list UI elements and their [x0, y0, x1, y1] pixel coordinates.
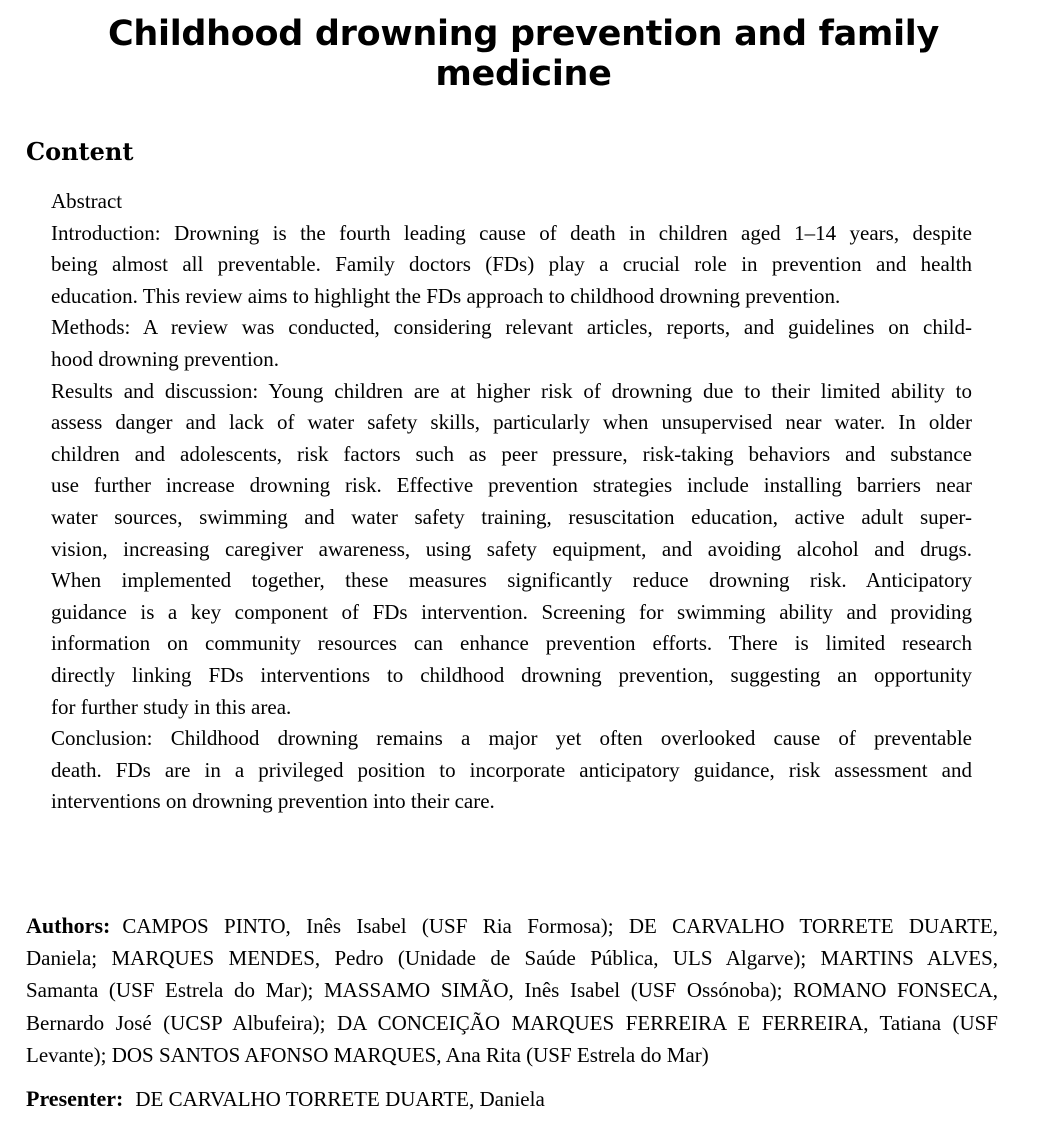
authors-label: Authors: [26, 913, 111, 938]
title-line-2: medicine [435, 54, 612, 94]
authors-line: Levante); DOS SANTOS AFONSO MARQUES, Ana Rita (USF Estrela do Mar) [26, 1042, 709, 1067]
abstract-heading: Abstract [51, 189, 123, 213]
authors-line-1 [26, 910, 998, 942]
presenter-line [26, 1083, 545, 1115]
presenter-name: DE CARVALHO TORRETE DUARTE, Daniela [135, 1087, 545, 1111]
abstract-line: for further study in this area. [51, 694, 292, 719]
abstract-line: death. FDs are in a privileged position to incorporate anticipatory guidance, risk assessment and [51, 757, 972, 782]
authors-text: CAMPOS PINTO, Inês Isabel (USF Ria Formosa); DE CARVALHO TORRETE DUARTE, [122, 914, 998, 938]
content-heading: Content [26, 137, 134, 166]
authors-line: Samanta (USF Estrela do Mar); MASSAMO SIMÃO, Inês Isabel (USF Ossónoba); ROMANO FONSECA, [26, 978, 998, 1003]
abstract-line: When implemented together, these measures significantly reduce drowning risk. Anticipatory [51, 568, 972, 593]
presenter-label: Presenter: [26, 1086, 124, 1111]
document-title [0, 14, 1047, 94]
abstract-block [51, 186, 972, 818]
abstract-line: directly linking FDs interventions to childhood drowning prevention, suggesting an opportunity [51, 662, 972, 687]
abstract-line: Methods: A review was conducted, considering relevant articles, reports, and guidelines on child- [51, 315, 972, 340]
abstract-line: Conclusion: Childhood drowning remains a major yet often overlooked cause of preventable [51, 726, 972, 751]
abstract-line: Introduction: Drowning is the fourth leading cause of death in children aged 1–14 years, despite [51, 220, 972, 245]
abstract-line: use further increase drowning risk. Effective prevention strategies include installing barriers near [51, 473, 972, 498]
abstract-line: vision, increasing caregiver awareness, using safety equipment, and avoiding alcohol and drugs. [51, 536, 972, 561]
title-line-1: Childhood drowning prevention and family [108, 14, 939, 54]
abstract-line: assess danger and lack of water safety skills, particularly when unsupervised near water. In older [51, 410, 972, 435]
abstract-line: hood drowning prevention. [51, 346, 280, 371]
abstract-line: being almost all preventable. Family doctors (FDs) play a crucial role in prevention and health [51, 252, 972, 277]
abstract-line: education. This review aims to highlight the FDs approach to childhood drowning prevention. [51, 283, 841, 308]
abstract-line: children and adolescents, risk factors such as peer pressure, risk-taking behaviors and substance [51, 441, 972, 466]
abstract-line: Results and discussion: Young children are at higher risk of drowning due to their limited ability to [51, 378, 972, 403]
abstract-line: guidance is a key component of FDs intervention. Screening for swimming ability and providing [51, 599, 972, 624]
authors-line: Daniela; MARQUES MENDES, Pedro (Unidade de Saúde Pública, ULS Algarve); MARTINS ALVES, [26, 946, 998, 971]
abstract-line: information on community resources can enhance prevention efforts. There is limited research [51, 631, 972, 656]
authors-block [26, 910, 998, 1071]
abstract-line: interventions on drowning prevention into their care. [51, 789, 495, 814]
abstract-line: water sources, swimming and water safety training, resuscitation education, active adult super- [51, 504, 972, 529]
authors-line: Bernardo José (UCSP Albufeira); DA CONCEIÇÃO MARQUES FERREIRA E FERREIRA, Tatiana (USF [26, 1010, 998, 1035]
